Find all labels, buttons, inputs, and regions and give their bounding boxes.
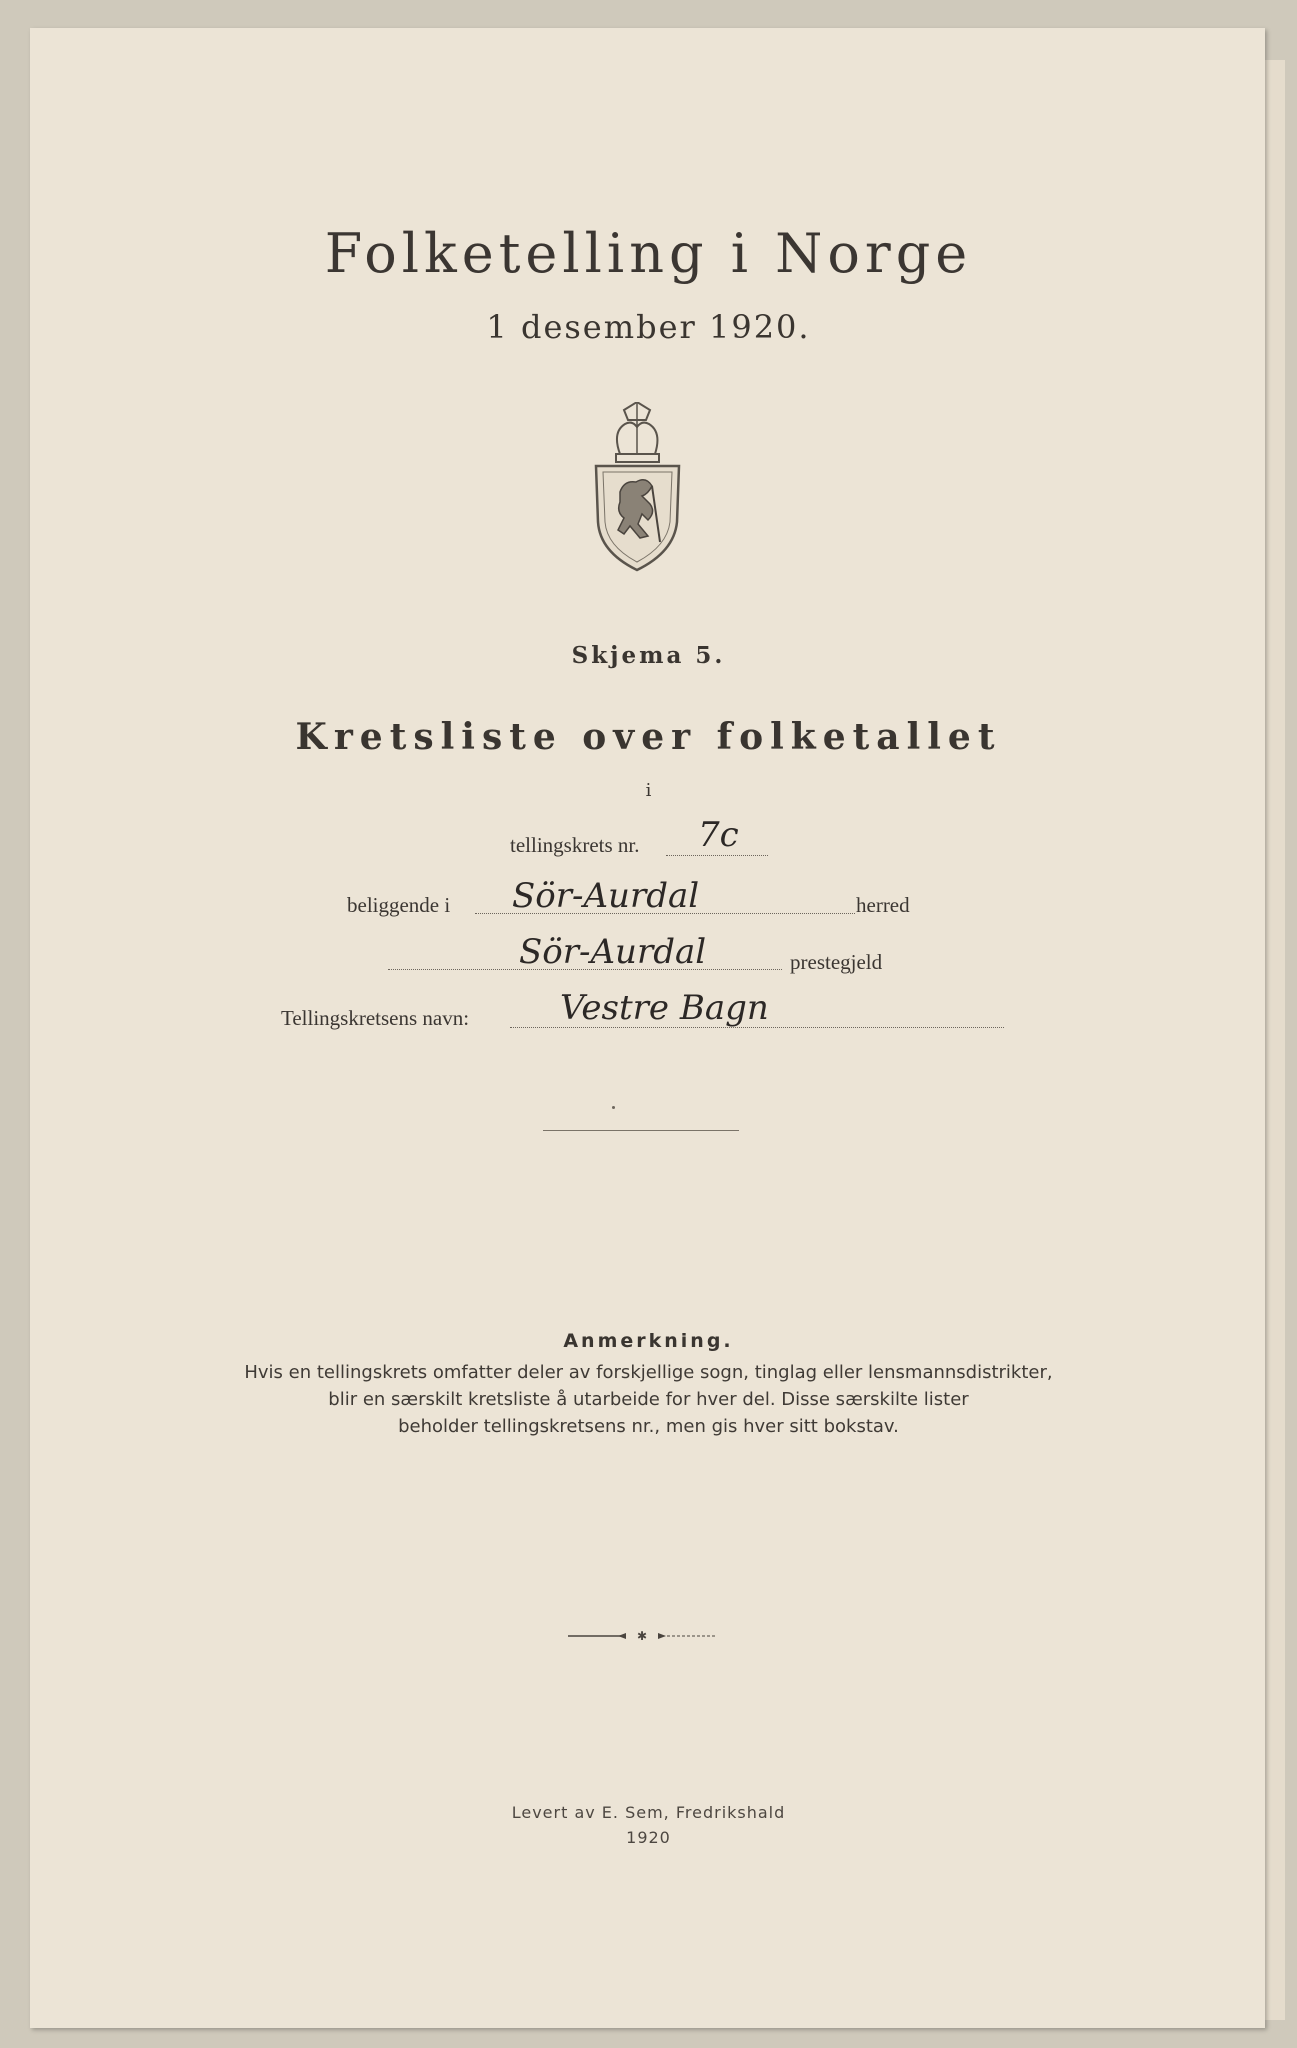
svg-text:✱: ✱ [636, 1630, 648, 1642]
beliggende-label: beliggende i [347, 893, 451, 917]
herred-label: herred [856, 893, 910, 917]
separator-dot [612, 1106, 615, 1109]
separator-rule [543, 1130, 739, 1131]
navn-label: Tellingskretsens navn: [281, 1006, 470, 1030]
page-edge [1262, 60, 1285, 2020]
tellingskrets-line [666, 855, 768, 856]
census-date: 1 desember 1920. [486, 308, 811, 346]
document-title: Folketelling i Norge [324, 222, 973, 285]
printer-year: 1920 [626, 1828, 671, 1847]
note-line-3: beholder tellingskretsens nr., men gis hver sitt bokstav. [398, 1416, 899, 1437]
note-title: Anmerkning. [563, 1330, 734, 1352]
form-number: Skjema 5. [571, 642, 726, 669]
tellingskrets-value: 7c [698, 815, 739, 855]
note-line-2: blir en særskilt kretsliste å utarbeide for hver del. Disse særskilte lister [328, 1389, 969, 1410]
ornament-divider-icon [568, 1630, 716, 1642]
prestegjeld-label: prestegjeld [790, 950, 883, 974]
norwegian-coat-of-arms-icon [590, 402, 685, 572]
tellingskrets-label: tellingskrets nr. [510, 833, 640, 857]
note-line-1: Hvis en tellingskrets omfatter deler av forskjellige sogn, tinglag eller lensmannsdistrikter, [244, 1362, 1053, 1383]
herred-value: Sör-Aurdal [512, 876, 700, 916]
prestegjeld-value: Sör-Aurdal [519, 932, 707, 972]
navn-value: Vestre Bagn [560, 988, 769, 1028]
preposition-i: i [645, 780, 652, 801]
printer-credit: Levert av E. Sem, Fredrikshald [511, 1803, 786, 1822]
form-subtitle: Kretsliste over folketallet [295, 716, 1002, 758]
